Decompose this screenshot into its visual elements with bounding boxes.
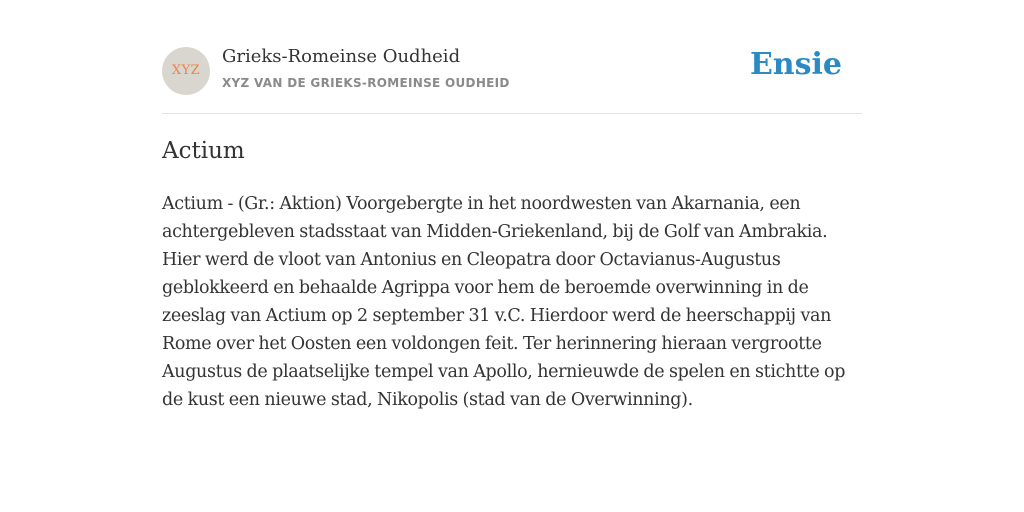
source-title[interactable]: Grieks-Romeinse Oudheid — [222, 46, 461, 67]
source-header — [162, 0, 862, 114]
entry-title: Actium — [162, 138, 245, 164]
ensie-logo-link[interactable]: Ensie — [749, 47, 842, 82]
page-content — [162, 0, 862, 410]
source-subtitle: XYZ VAN DE GRIEKS-ROMEINSE OUDHEID — [222, 76, 510, 90]
source-avatar[interactable]: XYZ — [162, 47, 210, 95]
entry-body: Actium - (Gr.: Aktion) Voorgebergte in het noordwesten van Akarnania, een achtergebleven stadsstaat van Midden-Griekenland, bij de Golf van Ambrakia. Hier werd de vloot van Antonius en Cleopatra door Octavianus-Augustus geblokkeerd en behaalde Agrippa voor hem de beroemde overwinning in de zeeslag van Actium op 2 september 31 v.C. Hierdoor werd de heerschappij van Rome over het Oosten een voldongen feit. Ter herinnering hieraan vergrootte Augustus de plaatselijke tempel van Apollo, hernieuwde de spelen en stichtte op de kust een nieuwe stad, Nikopolis (stad van de Overwinning). — [162, 194, 846, 410]
